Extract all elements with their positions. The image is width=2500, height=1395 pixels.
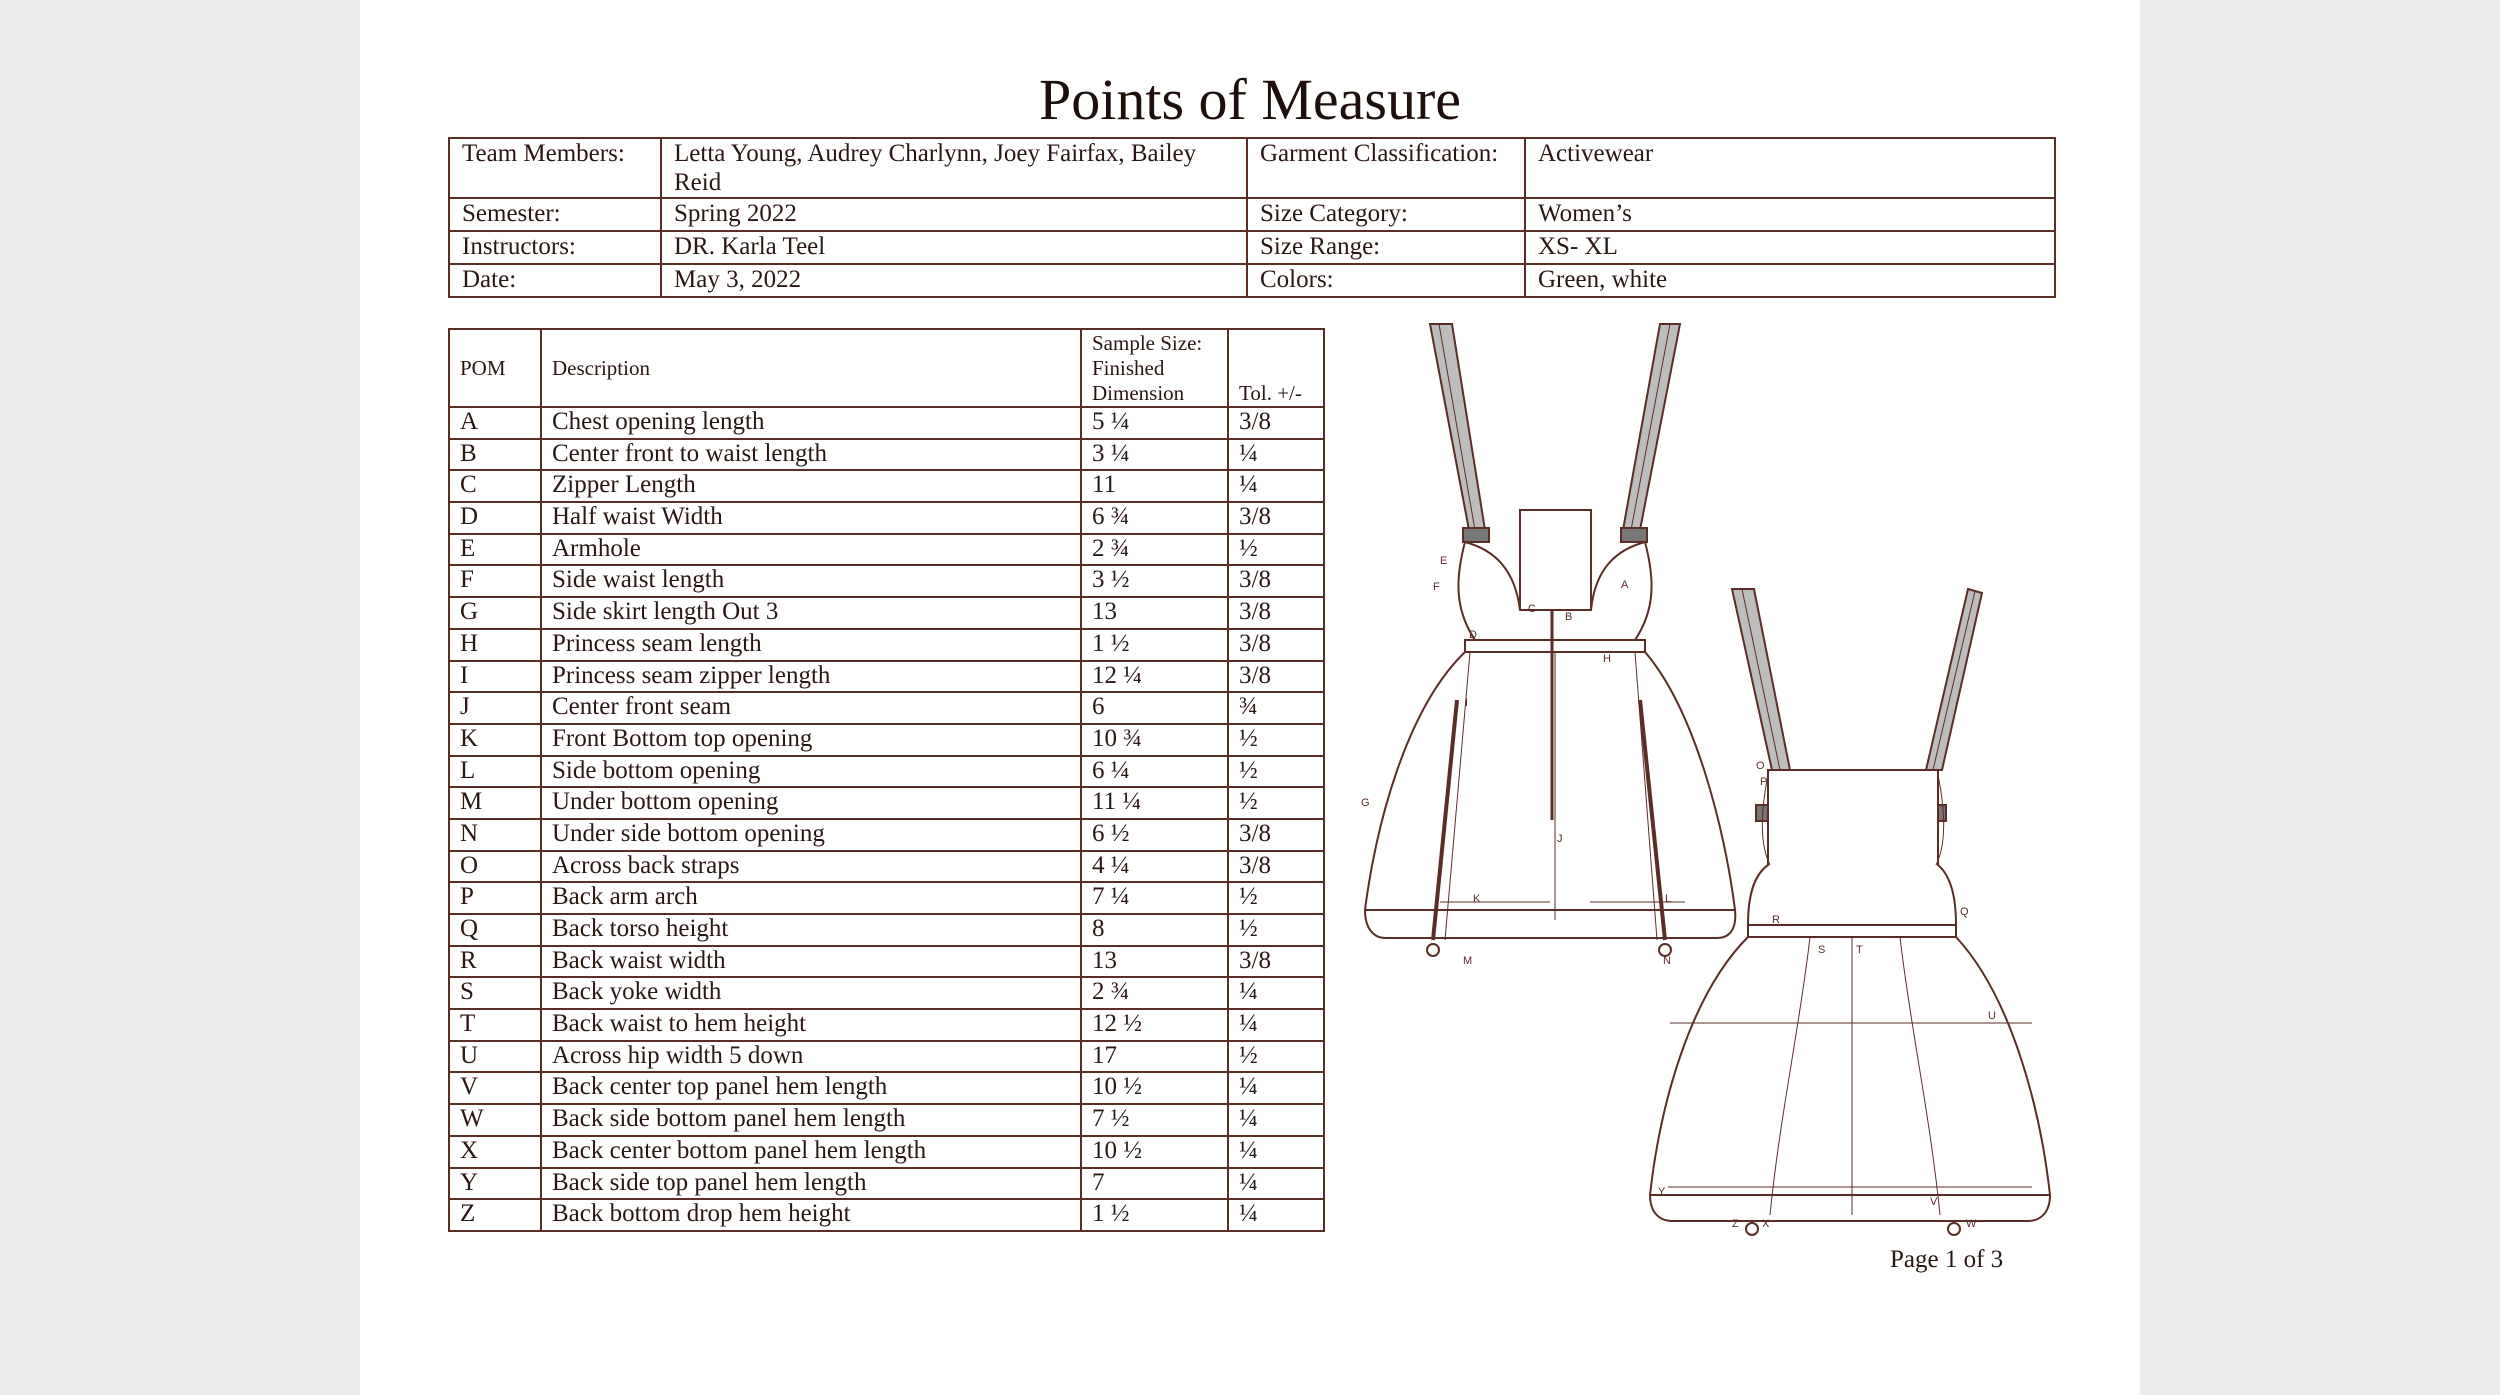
front-label-b: B bbox=[1565, 611, 1573, 623]
description-cell: Side bottom opening bbox=[541, 756, 1081, 788]
sample-size-cell: 10 ¾ bbox=[1081, 724, 1228, 756]
garment-label: Garment Classification: bbox=[1247, 138, 1525, 198]
garment-value: Activewear bbox=[1525, 138, 2055, 198]
description-cell: Back side top panel hem length bbox=[541, 1168, 1081, 1200]
sample-size-cell: 8 bbox=[1081, 914, 1228, 946]
sample-size-cell: 10 ½ bbox=[1081, 1072, 1228, 1104]
pom-code-cell: R bbox=[449, 946, 541, 978]
size-category-value: Women’s bbox=[1525, 198, 2055, 231]
sample-size-cell: 11 ¼ bbox=[1081, 787, 1228, 819]
pom-code-cell: G bbox=[449, 597, 541, 629]
description-cell: Back waist to hem height bbox=[541, 1009, 1081, 1041]
description-cell: Side skirt length Out 3 bbox=[541, 597, 1081, 629]
sample-size-cell: 2 ¾ bbox=[1081, 977, 1228, 1009]
pom-row bbox=[449, 470, 1324, 502]
page-title: Points of Measure bbox=[1038, 67, 1462, 132]
pom-code-cell: T bbox=[449, 1009, 541, 1041]
pom-row bbox=[449, 692, 1324, 724]
front-label-h: H bbox=[1603, 653, 1611, 665]
back-skirt-outline bbox=[1650, 937, 2050, 1195]
pom-row bbox=[449, 914, 1324, 946]
pom-code-cell: H bbox=[449, 629, 541, 661]
tolerance-cell: ¼ bbox=[1228, 1072, 1324, 1104]
tolerance-cell: ¼ bbox=[1228, 1009, 1324, 1041]
pom-header-row bbox=[449, 329, 1324, 407]
pom-row bbox=[449, 882, 1324, 914]
description-cell: Back center bottom panel hem length bbox=[541, 1136, 1081, 1168]
description-cell: Back bottom drop hem height bbox=[541, 1199, 1081, 1231]
tolerance-cell: ¼ bbox=[1228, 470, 1324, 502]
front-label-f: F bbox=[1433, 581, 1440, 593]
pom-code-cell: D bbox=[449, 502, 541, 534]
description-cell: Armhole bbox=[541, 534, 1081, 566]
tolerance-cell: ¼ bbox=[1228, 1168, 1324, 1200]
description-cell: Back side bottom panel hem length bbox=[541, 1104, 1081, 1136]
pom-row bbox=[449, 1009, 1324, 1041]
description-cell: Princess seam zipper length bbox=[541, 661, 1081, 693]
pom-code-cell: L bbox=[449, 756, 541, 788]
sample-size-cell: 12 ½ bbox=[1081, 1009, 1228, 1041]
tolerance-cell: 3/8 bbox=[1228, 819, 1324, 851]
back-label-s: S bbox=[1818, 944, 1826, 956]
sample-size-cell: 12 ¼ bbox=[1081, 661, 1228, 693]
tolerance-cell: 3/8 bbox=[1228, 502, 1324, 534]
pom-row bbox=[449, 1136, 1324, 1168]
back-skirt-hem-layer bbox=[1650, 1195, 2050, 1221]
instructors-value: DR. Karla Teel bbox=[661, 231, 1247, 264]
front-strap-inner-right bbox=[1631, 324, 1670, 530]
sample-size-cell: 2 ¾ bbox=[1081, 534, 1228, 566]
size-range-value: XS- XL bbox=[1525, 231, 2055, 264]
pom-row bbox=[449, 629, 1324, 661]
front-label-l: L bbox=[1665, 893, 1672, 905]
page-number: Page 1 of 3 bbox=[1890, 1246, 2004, 1273]
pom-code-cell: U bbox=[449, 1041, 541, 1073]
description-cell: Across hip width 5 down bbox=[541, 1041, 1081, 1073]
description-cell: Princess seam length bbox=[541, 629, 1081, 661]
front-bodice-neckline bbox=[1520, 510, 1591, 610]
front-label-g: G bbox=[1361, 797, 1370, 809]
pom-code-cell: J bbox=[449, 692, 541, 724]
description-cell: Center front to waist length bbox=[541, 439, 1081, 471]
back-label-p: P bbox=[1760, 776, 1768, 788]
back-label-q: Q bbox=[1960, 906, 1969, 918]
pom-row bbox=[449, 407, 1324, 439]
tolerance-cell: ¼ bbox=[1228, 1199, 1324, 1231]
sample-size-cell: 4 ¼ bbox=[1081, 851, 1228, 883]
pom-row bbox=[449, 439, 1324, 471]
back-label-x: X bbox=[1762, 1218, 1770, 1230]
sample-size-cell: 3 ¼ bbox=[1081, 439, 1228, 471]
pom-code-cell: B bbox=[449, 439, 541, 471]
back-label-z: Z bbox=[1732, 1218, 1739, 1230]
team-value: Letta Young, Audrey Charlynn, Joey Fairfax, Bailey Reid bbox=[661, 138, 1247, 198]
sample-size-cell: 1 ½ bbox=[1081, 629, 1228, 661]
semester-label: Semester: bbox=[449, 198, 661, 231]
front-left-zipper-pull bbox=[1427, 944, 1439, 956]
sample-size-cell: 3 ½ bbox=[1081, 565, 1228, 597]
pom-row bbox=[449, 977, 1324, 1009]
sample-size-cell: 5 ¼ bbox=[1081, 407, 1228, 439]
tolerance-cell: 3/8 bbox=[1228, 407, 1324, 439]
size-category-label: Size Category: bbox=[1247, 198, 1525, 231]
tolerance-cell: ¾ bbox=[1228, 692, 1324, 724]
front-waistband bbox=[1465, 640, 1645, 652]
description-cell: Back torso height bbox=[541, 914, 1081, 946]
team-label: Team Members: bbox=[449, 138, 661, 198]
colors-value: Green, white bbox=[1525, 264, 2055, 297]
sample-size-cell: 17 bbox=[1081, 1041, 1228, 1073]
pom-code-cell: V bbox=[449, 1072, 541, 1104]
tolerance-cell: ¼ bbox=[1228, 1136, 1324, 1168]
pom-row bbox=[449, 502, 1324, 534]
description-cell: Half waist Width bbox=[541, 502, 1081, 534]
front-label-m: M bbox=[1463, 955, 1473, 967]
front-right-strap bbox=[1623, 324, 1680, 530]
front-label-k: K bbox=[1473, 893, 1481, 905]
pom-row bbox=[449, 1072, 1324, 1104]
pom-row bbox=[449, 1104, 1324, 1136]
pom-code-cell: I bbox=[449, 661, 541, 693]
back-label-v: V bbox=[1930, 1196, 1938, 1208]
pom-code-cell: W bbox=[449, 1104, 541, 1136]
pom-row bbox=[449, 565, 1324, 597]
info-row bbox=[449, 198, 2055, 231]
pom-header: POM bbox=[449, 329, 541, 407]
sample-size-cell: 7 ¼ bbox=[1081, 882, 1228, 914]
size-range-label: Size Range: bbox=[1247, 231, 1525, 264]
pom-code-cell: Z bbox=[449, 1199, 541, 1231]
pom-row bbox=[449, 597, 1324, 629]
description-cell: Under bottom opening bbox=[541, 787, 1081, 819]
back-label-u: U bbox=[1988, 1010, 1996, 1022]
tolerance-cell: ¼ bbox=[1228, 439, 1324, 471]
description-cell: Across back straps bbox=[541, 851, 1081, 883]
description-cell: Back yoke width bbox=[541, 977, 1081, 1009]
sample-size-cell: 10 ½ bbox=[1081, 1136, 1228, 1168]
pom-code-cell: E bbox=[449, 534, 541, 566]
pom-code-cell: Y bbox=[449, 1168, 541, 1200]
date-value: May 3, 2022 bbox=[661, 264, 1247, 297]
info-table bbox=[448, 137, 2056, 298]
description-cell: Front Bottom top opening bbox=[541, 724, 1081, 756]
pom-code-cell: O bbox=[449, 851, 541, 883]
pom-row bbox=[449, 534, 1324, 566]
description-cell: Center front seam bbox=[541, 692, 1081, 724]
pom-code-cell: Q bbox=[449, 914, 541, 946]
pom-row bbox=[449, 724, 1324, 756]
info-row bbox=[449, 138, 2055, 198]
sample-size-cell: 6 ½ bbox=[1081, 819, 1228, 851]
pom-code-cell: M bbox=[449, 787, 541, 819]
tolerance-cell: ½ bbox=[1228, 534, 1324, 566]
back-bodice bbox=[1748, 770, 1956, 925]
description-cell: Chest opening length bbox=[541, 407, 1081, 439]
back-label-w: W bbox=[1966, 1218, 1977, 1230]
description-cell: Under side bottom opening bbox=[541, 819, 1081, 851]
pom-row bbox=[449, 851, 1324, 883]
pom-code-cell: F bbox=[449, 565, 541, 597]
tolerance-header: Tol. +/- bbox=[1228, 329, 1324, 407]
sample-size-cell: 6 ¼ bbox=[1081, 756, 1228, 788]
colors-label: Colors: bbox=[1247, 264, 1525, 297]
sample-size-cell: 13 bbox=[1081, 946, 1228, 978]
back-label-t: T bbox=[1856, 944, 1863, 956]
description-header: Description bbox=[541, 329, 1081, 407]
pom-code-cell: X bbox=[449, 1136, 541, 1168]
tolerance-cell: 3/8 bbox=[1228, 661, 1324, 693]
front-left-buckle bbox=[1463, 528, 1489, 542]
back-label-y: Y bbox=[1658, 1186, 1666, 1198]
sample-size-cell: 11 bbox=[1081, 470, 1228, 502]
tolerance-cell: 3/8 bbox=[1228, 946, 1324, 978]
tolerance-cell: ½ bbox=[1228, 914, 1324, 946]
back-dress-sketch bbox=[1620, 575, 2060, 1255]
pom-row bbox=[449, 661, 1324, 693]
back-left-panel-seam bbox=[1770, 937, 1810, 1215]
back-strap-inner-left bbox=[1742, 589, 1780, 770]
sample-size-header: Sample Size: Finished Dimension bbox=[1081, 329, 1228, 407]
pom-row bbox=[449, 946, 1324, 978]
pom-row bbox=[449, 756, 1324, 788]
description-cell: Back arm arch bbox=[541, 882, 1081, 914]
pom-code-cell: K bbox=[449, 724, 541, 756]
tolerance-cell: ¼ bbox=[1228, 977, 1324, 1009]
sample-size-cell: 1 ½ bbox=[1081, 1199, 1228, 1231]
info-row bbox=[449, 231, 2055, 264]
pom-row bbox=[449, 1041, 1324, 1073]
back-waistband bbox=[1748, 925, 1956, 937]
pom-code-cell: P bbox=[449, 882, 541, 914]
back-strap-inner-right bbox=[1933, 591, 1975, 770]
tolerance-cell: ¼ bbox=[1228, 1104, 1324, 1136]
description-cell: Back waist width bbox=[541, 946, 1081, 978]
front-label-a: A bbox=[1621, 579, 1629, 591]
tolerance-cell: 3/8 bbox=[1228, 851, 1324, 883]
tolerance-cell: ½ bbox=[1228, 724, 1324, 756]
pom-table bbox=[448, 328, 1325, 1232]
front-label-e: E bbox=[1440, 555, 1448, 567]
pom-code-cell: S bbox=[449, 977, 541, 1009]
sample-size-cell: 7 ½ bbox=[1081, 1104, 1228, 1136]
sample-size-cell: 6 bbox=[1081, 692, 1228, 724]
tolerance-cell: 3/8 bbox=[1228, 565, 1324, 597]
tolerance-cell: 3/8 bbox=[1228, 629, 1324, 661]
front-label-c: C bbox=[1528, 603, 1536, 615]
front-right-buckle bbox=[1621, 528, 1647, 542]
tolerance-cell: 3/8 bbox=[1228, 597, 1324, 629]
front-label-j: J bbox=[1557, 833, 1563, 845]
front-left-zipper bbox=[1433, 700, 1457, 940]
tolerance-cell: ½ bbox=[1228, 787, 1324, 819]
info-row bbox=[449, 264, 2055, 297]
front-label-d: D bbox=[1469, 629, 1477, 641]
front-label-n: N bbox=[1663, 955, 1671, 967]
pom-table-body bbox=[449, 407, 1324, 1231]
tolerance-cell: ½ bbox=[1228, 1041, 1324, 1073]
back-left-hem-ring bbox=[1746, 1223, 1758, 1235]
sample-size-cell: 13 bbox=[1081, 597, 1228, 629]
pom-code-cell: C bbox=[449, 470, 541, 502]
pom-row bbox=[449, 1199, 1324, 1231]
tolerance-cell: ½ bbox=[1228, 882, 1324, 914]
back-right-panel-seam bbox=[1900, 937, 1940, 1215]
back-label-r: R bbox=[1772, 914, 1780, 926]
pom-code-cell: N bbox=[449, 819, 541, 851]
pom-row bbox=[449, 1168, 1324, 1200]
sample-size-cell: 6 ¾ bbox=[1081, 502, 1228, 534]
description-cell: Side waist length bbox=[541, 565, 1081, 597]
sample-size-cell: 7 bbox=[1081, 1168, 1228, 1200]
date-label: Date: bbox=[449, 264, 661, 297]
pom-row bbox=[449, 819, 1324, 851]
instructors-label: Instructors: bbox=[449, 231, 661, 264]
tolerance-cell: ½ bbox=[1228, 756, 1324, 788]
description-cell: Back center top panel hem length bbox=[541, 1072, 1081, 1104]
front-label-i: I bbox=[1465, 697, 1469, 709]
description-cell: Zipper Length bbox=[541, 470, 1081, 502]
back-right-hem-ring bbox=[1948, 1223, 1960, 1235]
pom-row bbox=[449, 787, 1324, 819]
pom-code-cell: A bbox=[449, 407, 541, 439]
back-label-o: O bbox=[1756, 760, 1765, 772]
semester-value: Spring 2022 bbox=[661, 198, 1247, 231]
